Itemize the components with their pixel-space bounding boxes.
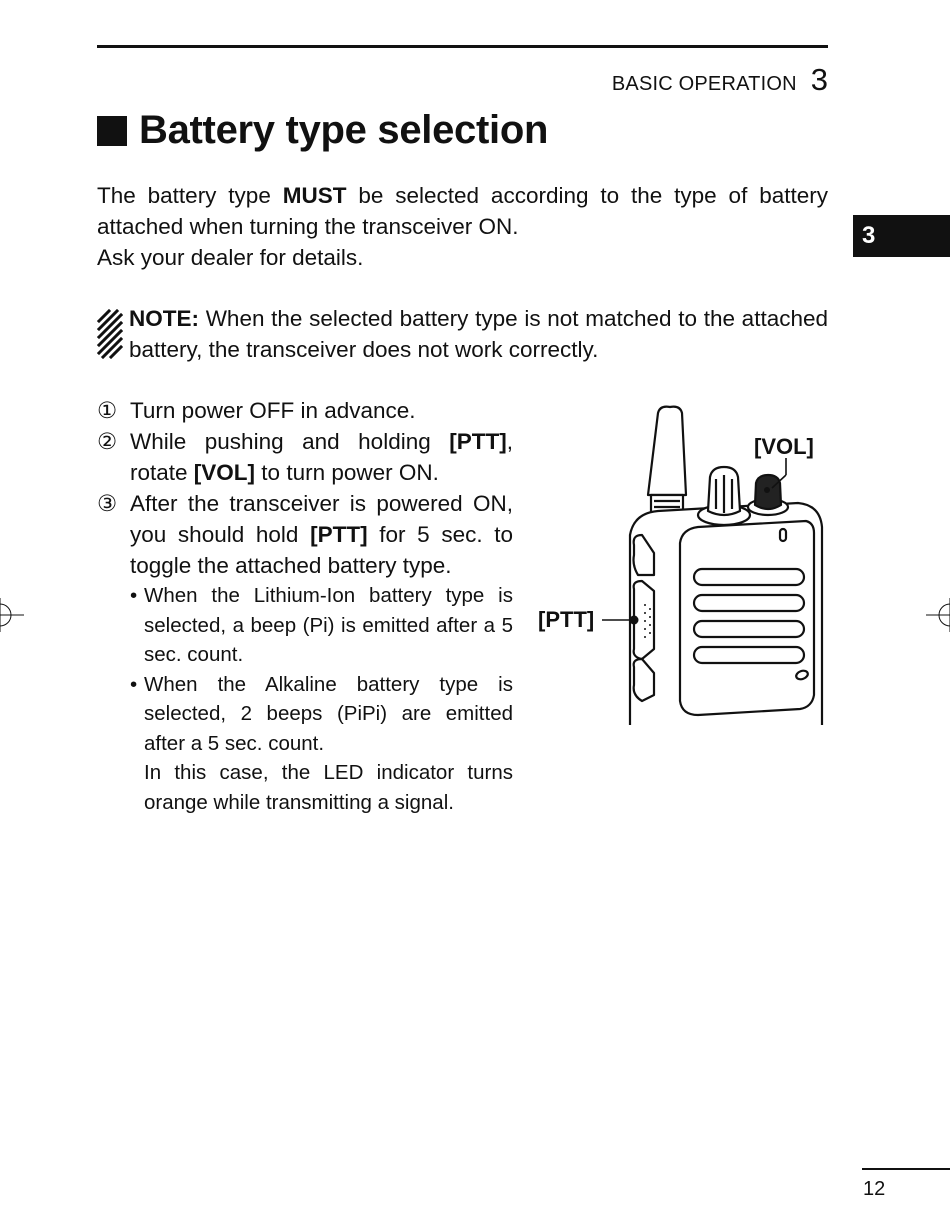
- section-name: BASIC OPERATION: [611, 73, 797, 95]
- bullet-text: When the Alkaline battery type is selected, 2 beeps (PiPi) are emitted after a 5 sec. count.: [144, 672, 513, 755]
- vol-callout: [VOL]: [754, 434, 814, 459]
- note-hatch-icon: [97, 309, 123, 359]
- bullet-mark: •: [130, 584, 138, 607]
- top-rule: [97, 45, 828, 48]
- intro-text: The battery type: [97, 183, 283, 208]
- bullet-extra-text: In this case, the LED indicator turns orange while transmitting a signal.: [144, 761, 513, 814]
- ptt-callout: [PTT]: [538, 607, 595, 632]
- registration-mark-icon: [926, 598, 950, 632]
- step-item: [97, 488, 513, 817]
- bullet-mark: •: [130, 672, 138, 696]
- key-label: [PTT]: [449, 429, 507, 454]
- square-bullet-icon: [97, 116, 127, 146]
- step-text: While pushing and holding: [130, 429, 450, 454]
- registration-mark-icon: [0, 598, 24, 632]
- bullet-text: When the Lithium-Ion battery type is selected, a beep (Pi) is emitted after a 5 sec. count.: [144, 584, 513, 666]
- step-number: ①: [97, 398, 118, 423]
- intro-text-cont: be selected according to the type of battery attached when turning the transceiver ON.: [97, 183, 828, 239]
- page-number: 12: [863, 1178, 886, 1200]
- section-number: 3: [810, 62, 828, 97]
- running-header: [612, 62, 828, 98]
- footer-rule: [862, 1168, 950, 1170]
- intro-paragraph: [97, 180, 828, 273]
- step-item: [97, 426, 513, 488]
- step-number: ③: [97, 491, 118, 516]
- intro-line-2: Ask your dealer for details.: [97, 245, 364, 270]
- antenna-icon: [648, 407, 686, 495]
- step-number: ②: [97, 429, 118, 454]
- note-body: When the selected battery type is not matched to the attached battery, the transceiver does not work correctly.: [129, 306, 828, 362]
- step-text: for 5 sec. to toggle the attached battery type.: [130, 522, 513, 578]
- steps-list: [97, 395, 513, 817]
- chapter-tab: 3: [853, 215, 950, 257]
- step-text: to turn power ON.: [255, 460, 439, 485]
- note-text: [129, 303, 828, 365]
- note-label: NOTE:: [129, 306, 199, 331]
- note-block: [97, 303, 828, 365]
- radio-illustration: [530, 395, 830, 725]
- list-item: [130, 581, 513, 670]
- page-title-text: Battery type selection: [139, 108, 549, 152]
- step-text: After the transceiver is powered ON, you should hold: [130, 491, 513, 547]
- step-item: [97, 395, 513, 426]
- step-text: Turn power OFF in advance.: [130, 398, 416, 423]
- intro-line-1: [97, 180, 828, 242]
- step-text: , rotate: [130, 429, 513, 485]
- key-label: [PTT]: [310, 522, 368, 547]
- intro-emphasis: MUST: [282, 183, 347, 208]
- key-label: [VOL]: [193, 460, 256, 485]
- bullet-list: [130, 581, 513, 758]
- page-title: [97, 108, 548, 153]
- list-item: [130, 670, 513, 759]
